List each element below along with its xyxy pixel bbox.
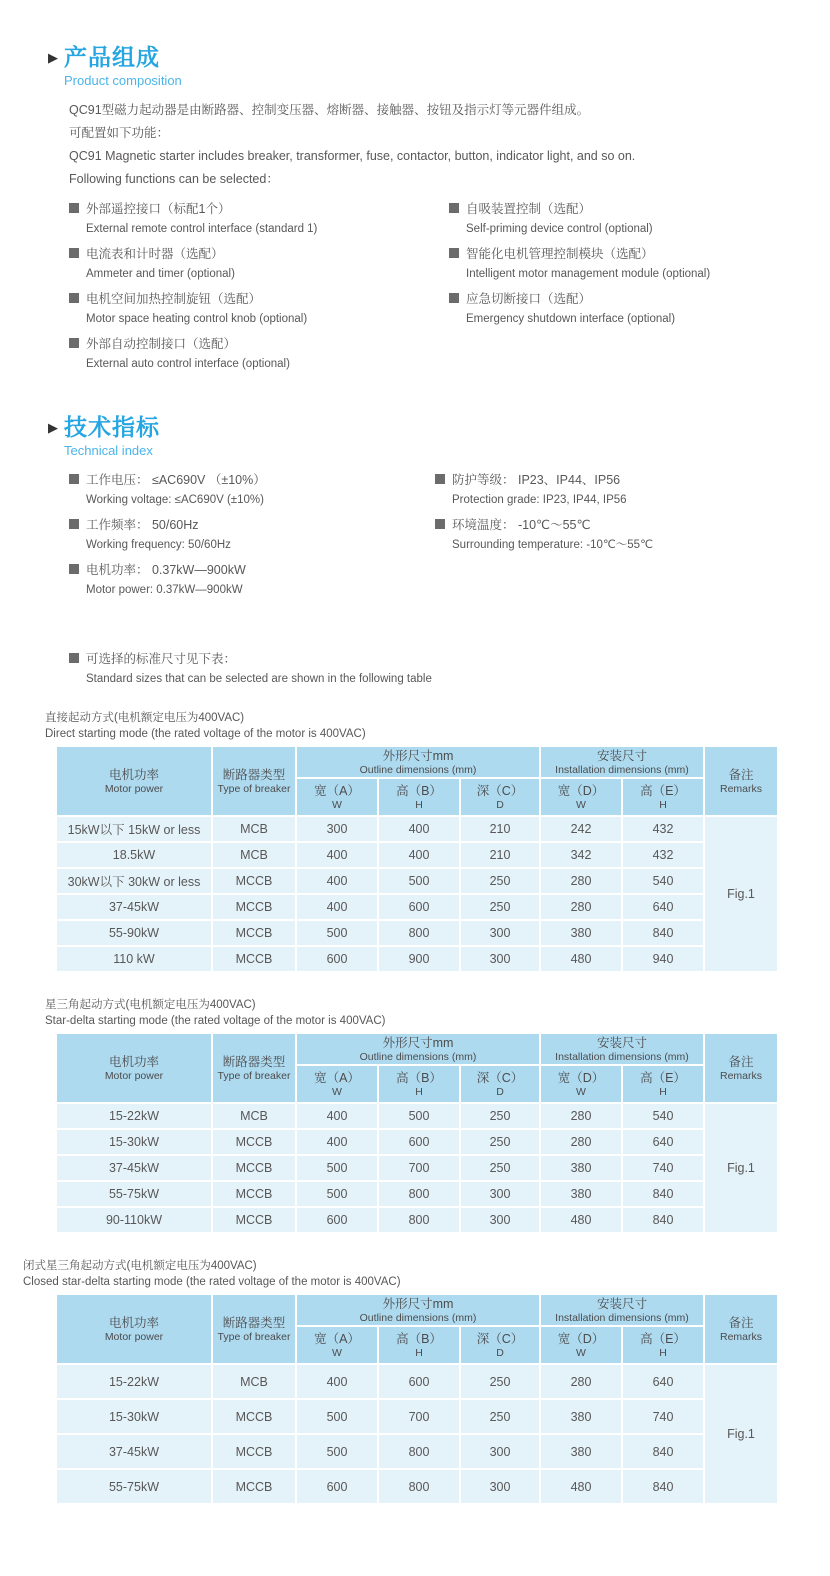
spec-item bbox=[69, 516, 435, 552]
cell-depth-c: 250 bbox=[461, 1400, 539, 1433]
cell-motor-power: 110 kW bbox=[57, 947, 211, 971]
cell-width-d: 242 bbox=[541, 817, 621, 841]
cell-depth-c: 300 bbox=[461, 1182, 539, 1206]
cell-width-a: 400 bbox=[297, 843, 377, 867]
square-bullet-icon bbox=[69, 564, 79, 574]
spec-zh: 环境温度： -10℃～55℃ bbox=[452, 517, 591, 532]
cell-width-a: 400 bbox=[297, 1365, 377, 1398]
cell-depth-c: 250 bbox=[461, 1156, 539, 1180]
table-caption-zh: 直接起动方式(电机额定电压为400VAC) bbox=[45, 712, 245, 724]
section-title-zh: 技术指标 bbox=[64, 414, 160, 440]
cell-height-b: 600 bbox=[379, 1130, 459, 1154]
header-outline-en: Outline dimensions (mm) bbox=[359, 1051, 477, 1063]
cell-depth-c: 250 bbox=[461, 869, 539, 893]
header-motor-power-en: Motor power bbox=[104, 1331, 164, 1343]
cell-width-a: 300 bbox=[297, 817, 377, 841]
table-row bbox=[57, 1130, 777, 1154]
cell-depth-c: 250 bbox=[461, 1104, 539, 1128]
header-outline-dimensions bbox=[297, 1034, 539, 1064]
cell-breaker-type: MCB bbox=[213, 1104, 295, 1128]
intro-line: QC91 Magnetic starter includes breaker, transformer, fuse, contactor, button, indicator light, and so on. bbox=[69, 149, 636, 163]
cell-height-e: 840 bbox=[623, 1435, 703, 1468]
square-bullet-icon bbox=[449, 293, 459, 303]
cell-depth-c: 300 bbox=[461, 921, 539, 945]
cell-breaker-type: MCCB bbox=[213, 1470, 295, 1503]
cell-height-e: 740 bbox=[623, 1156, 703, 1180]
cell-width-d: 280 bbox=[541, 1130, 621, 1154]
cell-depth-c: 300 bbox=[461, 1470, 539, 1503]
header-width-d: 宽（D） W bbox=[541, 779, 621, 815]
header-breaker-en: Type of breaker bbox=[217, 1070, 291, 1082]
cell-motor-power: 37-45kW bbox=[57, 1156, 211, 1180]
cell-width-a: 400 bbox=[297, 1130, 377, 1154]
cell-motor-power: 15-30kW bbox=[57, 1130, 211, 1154]
table-row bbox=[57, 947, 777, 971]
header-width-a: 宽（A） W bbox=[297, 779, 377, 815]
header-installation-dimensions bbox=[541, 1034, 703, 1064]
section-technical-index bbox=[48, 414, 802, 686]
table-caption-en: Closed star-delta starting mode (the rated voltage of the motor is 400VAC) bbox=[23, 1276, 401, 1288]
cell-depth-c: 250 bbox=[461, 895, 539, 919]
feature-item bbox=[449, 200, 710, 236]
dimension-table-block bbox=[45, 997, 802, 1234]
header-outline-en: Outline dimensions (mm) bbox=[359, 1312, 477, 1324]
cell-width-d: 480 bbox=[541, 1470, 621, 1503]
cell-depth-c: 300 bbox=[461, 1435, 539, 1468]
cell-height-b: 400 bbox=[379, 843, 459, 867]
spec-en: Working voltage: ≤AC690V (±10%) bbox=[86, 494, 264, 506]
intro-line: QC91型磁力起动器是由断路器、控制变压器、熔断器、接触器、按钮及指示灯等元器件组成。 bbox=[69, 103, 590, 117]
cell-width-d: 380 bbox=[541, 1435, 621, 1468]
spec-column-right bbox=[435, 471, 653, 606]
cell-height-e: 640 bbox=[623, 895, 703, 919]
cell-height-b: 600 bbox=[379, 895, 459, 919]
spec-item bbox=[435, 471, 653, 507]
feature-item bbox=[69, 245, 449, 281]
header-width-a: 宽（A） W bbox=[297, 1066, 377, 1102]
header-height-b: 高（B） H bbox=[379, 1327, 459, 1363]
table-row bbox=[57, 921, 777, 945]
cell-motor-power: 37-45kW bbox=[57, 895, 211, 919]
header-motor-power bbox=[57, 1034, 211, 1102]
dimension-table bbox=[55, 745, 779, 973]
header-motor-power-zh: 电机功率 bbox=[108, 1316, 159, 1330]
header-height-e: 高（E） H bbox=[623, 1066, 703, 1102]
header-outline-zh: 外形尺寸mm bbox=[382, 1036, 454, 1050]
header-installation-dimensions bbox=[541, 747, 703, 777]
section-title-zh: 产品组成 bbox=[64, 44, 160, 70]
cell-breaker-type: MCCB bbox=[213, 1156, 295, 1180]
dimension-table-block bbox=[23, 1258, 802, 1505]
header-breaker-en: Type of breaker bbox=[217, 783, 291, 795]
header-remarks bbox=[705, 1295, 777, 1363]
spec-en: Motor power: 0.37kW—900kW bbox=[86, 584, 243, 596]
dimension-table bbox=[55, 1293, 779, 1505]
header-remarks-zh: 备注 bbox=[728, 1316, 754, 1330]
feature-columns bbox=[69, 200, 802, 380]
square-bullet-icon bbox=[435, 519, 445, 529]
header-width-a: 宽（A） W bbox=[297, 1327, 377, 1363]
table-row bbox=[57, 1400, 777, 1433]
feature-en: External auto control interface (optional) bbox=[86, 358, 290, 370]
header-breaker-zh: 断路器类型 bbox=[222, 768, 286, 782]
intro-line: 可配置如下功能： bbox=[69, 126, 170, 140]
feature-zh: 智能化电机管理控制模块（选配） bbox=[466, 246, 654, 261]
note-zh: 可选择的标准尺寸见下表： bbox=[86, 651, 237, 666]
cell-height-e: 940 bbox=[623, 947, 703, 971]
cell-height-b: 600 bbox=[379, 1365, 459, 1398]
table-row bbox=[57, 1470, 777, 1503]
feature-en: External remote control interface (standard 1) bbox=[86, 223, 318, 235]
cell-height-e: 432 bbox=[623, 843, 703, 867]
feature-item bbox=[449, 290, 710, 326]
header-remarks-zh: 备注 bbox=[728, 1055, 754, 1069]
cell-width-a: 500 bbox=[297, 1182, 377, 1206]
spec-column-left bbox=[69, 471, 435, 606]
header-breaker-type bbox=[213, 747, 295, 815]
cell-width-a: 500 bbox=[297, 921, 377, 945]
spec-zh: 工作电压： ≤AC690V （±10%） bbox=[86, 472, 266, 487]
cell-breaker-type: MCB bbox=[213, 1365, 295, 1398]
header-breaker-en: Type of breaker bbox=[217, 1331, 291, 1343]
feature-zh: 电机空间加热控制旋钮（选配） bbox=[86, 291, 262, 306]
table-row bbox=[57, 1435, 777, 1468]
header-width-d: 宽（D） W bbox=[541, 1327, 621, 1363]
cell-height-e: 540 bbox=[623, 1104, 703, 1128]
header-breaker-zh: 断路器类型 bbox=[222, 1055, 286, 1069]
cell-breaker-type: MCCB bbox=[213, 1400, 295, 1433]
spec-en: Working frequency: 50/60Hz bbox=[86, 539, 231, 551]
square-bullet-icon bbox=[69, 203, 79, 213]
cell-remark: Fig.1 bbox=[705, 1104, 777, 1232]
spec-zh: 电机功率： 0.37kW—900kW bbox=[86, 562, 246, 577]
dimension-table-block bbox=[45, 710, 802, 973]
cell-height-e: 740 bbox=[623, 1400, 703, 1433]
cell-height-b: 900 bbox=[379, 947, 459, 971]
feature-zh: 外部遥控接口（标配1个） bbox=[86, 201, 231, 216]
dimension-table bbox=[55, 1032, 779, 1234]
cell-height-b: 500 bbox=[379, 1104, 459, 1128]
header-install-zh: 安装尺寸 bbox=[596, 1297, 647, 1311]
header-motor-power-en: Motor power bbox=[104, 1070, 164, 1082]
header-height-b: 高（B） H bbox=[379, 779, 459, 815]
spec-item bbox=[435, 516, 653, 552]
feature-en: Motor space heating control knob (optional) bbox=[86, 313, 308, 325]
triangle-bullet-icon: ▶ bbox=[48, 420, 58, 435]
cell-width-d: 480 bbox=[541, 1208, 621, 1232]
header-installation-dimensions bbox=[541, 1295, 703, 1325]
header-remarks-en: Remarks bbox=[719, 1331, 762, 1343]
cell-depth-c: 300 bbox=[461, 1208, 539, 1232]
table-caption-zh: 星三角起动方式(电机额定电压为400VAC) bbox=[45, 999, 256, 1011]
cell-breaker-type: MCB bbox=[213, 843, 295, 867]
header-install-zh: 安装尺寸 bbox=[596, 749, 647, 763]
cell-width-d: 380 bbox=[541, 1182, 621, 1206]
cell-height-b: 800 bbox=[379, 1208, 459, 1232]
dimension-tables bbox=[23, 710, 802, 1505]
cell-width-a: 600 bbox=[297, 1470, 377, 1503]
cell-depth-c: 210 bbox=[461, 843, 539, 867]
header-breaker-type bbox=[213, 1295, 295, 1363]
cell-height-b: 800 bbox=[379, 1182, 459, 1206]
section-title-en: Technical index bbox=[64, 443, 153, 458]
cell-remark: Fig.1 bbox=[705, 817, 777, 971]
cell-breaker-type: MCB bbox=[213, 817, 295, 841]
cell-width-a: 600 bbox=[297, 947, 377, 971]
table-row bbox=[57, 1156, 777, 1180]
spec-zh: 工作频率： 50/60Hz bbox=[86, 517, 199, 532]
section-header bbox=[48, 414, 802, 458]
cell-depth-c: 250 bbox=[461, 1365, 539, 1398]
section-title-group bbox=[64, 414, 160, 458]
table-row bbox=[57, 1208, 777, 1232]
header-height-e: 高（E） H bbox=[623, 779, 703, 815]
cell-width-a: 500 bbox=[297, 1400, 377, 1433]
cell-motor-power: 90-110kW bbox=[57, 1208, 211, 1232]
square-bullet-icon bbox=[69, 338, 79, 348]
cell-height-b: 800 bbox=[379, 1470, 459, 1503]
cell-breaker-type: MCCB bbox=[213, 1208, 295, 1232]
feature-column-left bbox=[69, 200, 449, 380]
cell-motor-power: 15-22kW bbox=[57, 1365, 211, 1398]
feature-en: Intelligent motor management module (optional) bbox=[466, 268, 711, 280]
standard-sizes-note bbox=[69, 650, 802, 686]
table-row bbox=[57, 1104, 777, 1128]
header-remarks bbox=[705, 747, 777, 815]
feature-en: Self-priming device control (optional) bbox=[466, 223, 653, 235]
cell-depth-c: 300 bbox=[461, 947, 539, 971]
feature-en: Ammeter and timer (optional) bbox=[86, 268, 235, 280]
header-install-en: Installation dimensions (mm) bbox=[555, 1312, 689, 1324]
cell-breaker-type: MCCB bbox=[213, 895, 295, 919]
feature-en: Emergency shutdown interface (optional) bbox=[466, 313, 676, 325]
header-remarks bbox=[705, 1034, 777, 1102]
cell-motor-power: 15-30kW bbox=[57, 1400, 211, 1433]
header-install-en: Installation dimensions (mm) bbox=[555, 764, 689, 776]
cell-breaker-type: MCCB bbox=[213, 1182, 295, 1206]
cell-height-e: 840 bbox=[623, 1182, 703, 1206]
cell-width-d: 480 bbox=[541, 947, 621, 971]
header-motor-power-zh: 电机功率 bbox=[108, 1055, 159, 1069]
cell-height-b: 800 bbox=[379, 921, 459, 945]
cell-width-d: 280 bbox=[541, 1104, 621, 1128]
cell-width-a: 400 bbox=[297, 869, 377, 893]
square-bullet-icon bbox=[69, 474, 79, 484]
cell-height-b: 700 bbox=[379, 1156, 459, 1180]
cell-breaker-type: MCCB bbox=[213, 921, 295, 945]
triangle-bullet-icon: ▶ bbox=[48, 50, 58, 65]
cell-breaker-type: MCCB bbox=[213, 1435, 295, 1468]
header-outline-dimensions bbox=[297, 747, 539, 777]
feature-item bbox=[69, 290, 449, 326]
header-install-zh: 安装尺寸 bbox=[596, 1036, 647, 1050]
cell-motor-power: 55-75kW bbox=[57, 1182, 211, 1206]
feature-column-right bbox=[449, 200, 710, 380]
header-motor-power-zh: 电机功率 bbox=[108, 768, 159, 782]
cell-width-d: 380 bbox=[541, 1156, 621, 1180]
cell-motor-power: 55-75kW bbox=[57, 1470, 211, 1503]
spec-item bbox=[69, 561, 435, 597]
cell-height-e: 432 bbox=[623, 817, 703, 841]
cell-height-b: 800 bbox=[379, 1435, 459, 1468]
spec-en: Surrounding temperature: -10℃～55℃ bbox=[452, 539, 653, 551]
cell-width-a: 400 bbox=[297, 895, 377, 919]
cell-motor-power: 55-90kW bbox=[57, 921, 211, 945]
spec-zh: 防护等级： IP23、IP44、IP56 bbox=[452, 472, 621, 487]
note-en: Standard sizes that can be selected are shown in the following table bbox=[86, 673, 432, 685]
cell-breaker-type: MCCB bbox=[213, 1130, 295, 1154]
cell-width-d: 380 bbox=[541, 921, 621, 945]
cell-width-d: 280 bbox=[541, 895, 621, 919]
cell-remark: Fig.1 bbox=[705, 1365, 777, 1503]
header-depth-c: 深（C） D bbox=[461, 779, 539, 815]
cell-depth-c: 210 bbox=[461, 817, 539, 841]
feature-item bbox=[69, 335, 449, 371]
header-depth-c: 深（C） D bbox=[461, 1066, 539, 1102]
cell-height-e: 640 bbox=[623, 1365, 703, 1398]
table-row bbox=[57, 1182, 777, 1206]
spec-en: Protection grade: IP23, IP44, IP56 bbox=[452, 494, 627, 506]
header-outline-dimensions bbox=[297, 1295, 539, 1325]
table-caption-zh: 闭式星三角起动方式(电机额定电压为400VAC) bbox=[23, 1260, 257, 1272]
header-breaker-type bbox=[213, 1034, 295, 1102]
cell-height-b: 500 bbox=[379, 869, 459, 893]
feature-zh: 自吸装置控制（选配） bbox=[466, 201, 592, 216]
header-remarks-en: Remarks bbox=[719, 783, 762, 795]
square-bullet-icon bbox=[69, 653, 79, 663]
intro-line: Following functions can be selected： bbox=[69, 172, 279, 186]
spec-item bbox=[69, 471, 435, 507]
square-bullet-icon bbox=[69, 519, 79, 529]
header-width-d: 宽（D） W bbox=[541, 1066, 621, 1102]
header-remarks-en: Remarks bbox=[719, 1070, 762, 1082]
section-product-composition bbox=[48, 44, 802, 380]
cell-height-e: 840 bbox=[623, 1470, 703, 1503]
cell-height-b: 400 bbox=[379, 817, 459, 841]
cell-height-e: 840 bbox=[623, 921, 703, 945]
cell-motor-power: 15kW以下 15kW or less bbox=[57, 817, 211, 841]
cell-width-a: 400 bbox=[297, 1104, 377, 1128]
square-bullet-icon bbox=[435, 474, 445, 484]
cell-breaker-type: MCCB bbox=[213, 947, 295, 971]
square-bullet-icon bbox=[449, 248, 459, 258]
cell-motor-power: 15-22kW bbox=[57, 1104, 211, 1128]
cell-width-a: 500 bbox=[297, 1156, 377, 1180]
cell-height-b: 700 bbox=[379, 1400, 459, 1433]
feature-zh: 电流表和计时器（选配） bbox=[86, 246, 224, 261]
table-row bbox=[57, 817, 777, 841]
cell-depth-c: 250 bbox=[461, 1130, 539, 1154]
cell-width-a: 500 bbox=[297, 1435, 377, 1468]
square-bullet-icon bbox=[449, 203, 459, 213]
feature-item bbox=[449, 245, 710, 281]
header-motor-power bbox=[57, 747, 211, 815]
square-bullet-icon bbox=[69, 293, 79, 303]
cell-width-d: 342 bbox=[541, 843, 621, 867]
section-header bbox=[48, 44, 802, 88]
table-caption-en: Direct starting mode (the rated voltage of the motor is 400VAC) bbox=[45, 728, 366, 740]
table-row bbox=[57, 869, 777, 893]
cell-width-d: 380 bbox=[541, 1400, 621, 1433]
header-install-en: Installation dimensions (mm) bbox=[555, 1051, 689, 1063]
header-height-b: 高（B） H bbox=[379, 1066, 459, 1102]
cell-height-e: 840 bbox=[623, 1208, 703, 1232]
header-motor-power-en: Motor power bbox=[104, 783, 164, 795]
header-outline-zh: 外形尺寸mm bbox=[382, 1297, 454, 1311]
header-depth-c: 深（C） D bbox=[461, 1327, 539, 1363]
cell-width-d: 280 bbox=[541, 869, 621, 893]
table-row bbox=[57, 1365, 777, 1398]
section-title-en: Product composition bbox=[64, 73, 182, 88]
feature-zh: 应急切断接口（选配） bbox=[466, 291, 592, 306]
header-remarks-zh: 备注 bbox=[728, 768, 754, 782]
header-outline-en: Outline dimensions (mm) bbox=[359, 764, 477, 776]
header-motor-power bbox=[57, 1295, 211, 1363]
cell-breaker-type: MCCB bbox=[213, 869, 295, 893]
table-caption-en: Star-delta starting mode (the rated voltage of the motor is 400VAC) bbox=[45, 1015, 386, 1027]
cell-width-a: 600 bbox=[297, 1208, 377, 1232]
header-breaker-zh: 断路器类型 bbox=[222, 1316, 286, 1330]
square-bullet-icon bbox=[69, 248, 79, 258]
cell-width-d: 280 bbox=[541, 1365, 621, 1398]
cell-height-e: 540 bbox=[623, 869, 703, 893]
header-height-e: 高（E） H bbox=[623, 1327, 703, 1363]
table-row bbox=[57, 895, 777, 919]
feature-zh: 外部自动控制接口（选配） bbox=[86, 336, 237, 351]
cell-motor-power: 37-45kW bbox=[57, 1435, 211, 1468]
section-title-group bbox=[64, 44, 182, 88]
spec-columns bbox=[69, 471, 802, 606]
table-row bbox=[57, 843, 777, 867]
cell-motor-power: 30kW以下 30kW or less bbox=[57, 869, 211, 893]
cell-motor-power: 18.5kW bbox=[57, 843, 211, 867]
cell-height-e: 640 bbox=[623, 1130, 703, 1154]
product-intro bbox=[69, 103, 802, 187]
feature-item bbox=[69, 200, 449, 236]
header-outline-zh: 外形尺寸mm bbox=[382, 749, 454, 763]
